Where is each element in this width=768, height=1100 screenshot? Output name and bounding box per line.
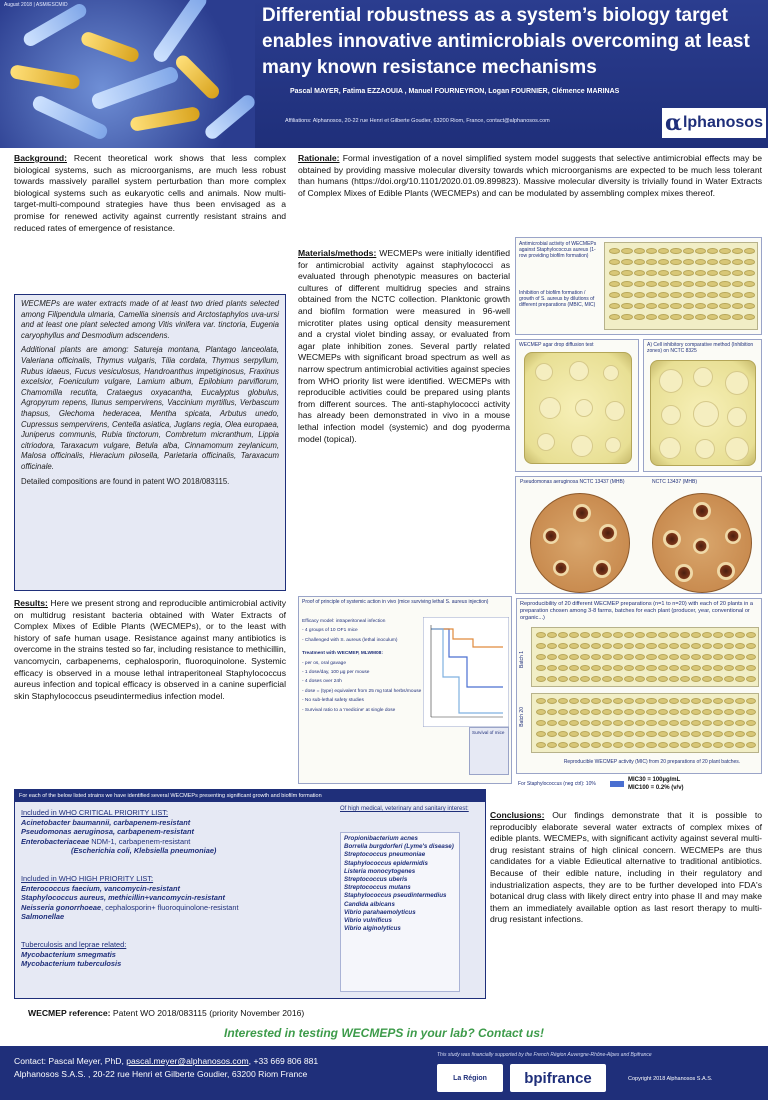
results-section xyxy=(14,598,286,702)
figure-biofilm-caption-2: Inhibition of biofilm formation / growth of S. aureus by dilutions of different preparations (MBIC, MIC) xyxy=(519,290,596,308)
reference-label: WECMEP reference: xyxy=(28,1008,111,1018)
agar-plate xyxy=(524,352,632,464)
bpifrance-logo: bpifrance xyxy=(510,1064,606,1092)
rationale-heading: Rationale: xyxy=(298,153,340,163)
contact-call-to-action: Interested in testing WECMEPS in your lab? Contact us! xyxy=(223,1026,545,1040)
mic-footer-note: For Staphylococcus (neg ctrl): 10% xyxy=(518,781,596,787)
figure-in-vivo-caption: Proof of principle of systemic action in vivo (mice surviving lethal S. aureus injection) xyxy=(302,599,489,605)
high-priority-title: Included in WHO HIGH PRIORITY LIST: xyxy=(21,874,154,883)
figure-pseudomonas-caption-right: NCTC 13437 (MHB) xyxy=(652,479,698,485)
in-vivo-protocol: Efficacy model: intraperitoneal infection - 4 groups of 10 OF1 mice - Challenged with S. aureus (lethal inoculum) Treatment with WECMEP, MLWM08: - per os, oral gavage - 1 dose/day, 100 µg per mouse - 4 doses over 24h - dose = (type) equivalent from 25 mg total herbs/mouse - No sub-lethal safety studies - Survival ratio to a 'medicine' at single dose xyxy=(302,619,422,713)
figure-pseudomonas-dishes xyxy=(515,476,762,594)
reproducibility-plate-1 xyxy=(531,627,759,687)
rationale-section xyxy=(298,153,762,199)
results-text: Here we present strong and reproducible antimicrobial activity on multidrug resistant bacteria obtained with Water Extracts of Complex Mixes of Edible Plants (WECMEPs), or to the least with history of safe human usage. Resistance against many antibiotics is overcome in the strains tested so far, including resistance to methicillin, vancomycin, carbapenems, cephalosporin, fluoroquinolone. Systemic efficacy is observed in a mouse lethal intraperitoneal Staphylococcus aureus infection and topical efficacy is observed in a canine superficial skin Staphylococcus pseudintermedius infection model. xyxy=(14,598,286,701)
inhibition-plate xyxy=(650,360,756,466)
figure-reproducibility-caption: Reproducibility of 20 different WECMEP preparations (n=1 to n=20) with each of 20 plants in a preparation chosen among 3-8 farms, batches for each plant (producer, year, conventional or organic...) xyxy=(520,601,753,621)
logo-text: lphanosos xyxy=(682,114,763,131)
figure-inhibition-zones xyxy=(643,339,762,472)
figure-in-vivo xyxy=(298,596,512,784)
reference-text: Patent WO 2018/083115 (priority November 2016) xyxy=(110,1008,305,1018)
critical-priority-title: Included in WHO CRITICAL PRIORITY LIST: xyxy=(21,808,169,817)
strain-box-header: For each of the below listed strains we have identified several WECMEPs presenting significant growth and biofilm formation xyxy=(15,790,485,802)
conclusions-heading: Conclusions: xyxy=(490,810,545,820)
other-strains-list: Propionibacterium acnes Borrelia burgdorferi (Lyme's disease) Streptococcus pneumoniae Staphylococcus epidermidis Listeria monocytogenes Streptococcus uberis Streptococcus mutans Staphylococcus pseudintermedius Candida albicans Vibrio parahaemolyticus Vibrio vulnificus Vibrio alginolyticus xyxy=(340,832,460,992)
strain-list-box xyxy=(14,789,486,999)
methods-section xyxy=(298,248,510,445)
wecmep-composition-box xyxy=(14,294,286,591)
petri-dish-right xyxy=(652,493,752,593)
author-list: Pascal MAYER, Fatima EZZAOUIA , Manuel FOURNEYRON, Logan FOURNIER, Clémence MARINAS xyxy=(290,88,620,95)
poster-title: Differential robustness as a system’s biology target enables innovative antimicrobials overcoming at least many known resistance mechanisms xyxy=(262,5,750,78)
mic100-value: MIC100 = 0.2% (v/v) xyxy=(628,785,684,791)
mic-arrow xyxy=(610,781,624,787)
copyright: Copyright 2018 Alphanosos S.A.S. xyxy=(628,1076,713,1082)
figure-biofilm-plate xyxy=(515,237,762,335)
survival-legend: Survival of mice xyxy=(469,727,509,775)
methods-heading: Materials/methods: xyxy=(298,248,377,258)
figure-inhibition-caption: A) Cell inhibitory comparative method (Inhibition zones) on NCTC 8325 xyxy=(647,342,754,354)
poster-footer xyxy=(0,1046,768,1100)
tb-title: Tuberculosis and leprae related: xyxy=(21,940,127,949)
background-heading: Background: xyxy=(14,153,67,163)
conclusions-text: Our findings demonstrate that it is possible to reproducibly elaborate several water extracts of complex mixes of edible plants. WECMEPs, with significant activity against several multi-drug resistant strains of high clinical concern. WECMEPs are thus candidates for a viable Edieutical alternative to traditional antibiotics. Because of their edible nature, including in their regulatory and industrialization aspects, they are to be further developed into FDA's botanical drug class with likely direct entry into phase II and may make them an immediately available option as last resort therapy to multi-drug resistant infections. xyxy=(490,810,762,925)
rationale-text: Formal investigation of a novel simplified system model suggests that selective antimicrobial effects may be obtained by providing massive molecular diversity towards which microorganisms are expected to be much less tolerant than humans (https://doi.org/10.1101/2020.01.09.899823). Massive molecular diversity is trivially found in Water Extracts of Complex Mixes of Edible Plants (WECMEPs) and can be modulated by assembling complex mixes thereof. xyxy=(298,153,762,198)
figure-pseudomonas-caption: Pseudomonas aeruginosa NCTC 13437 (MHB) xyxy=(520,479,625,485)
background-section xyxy=(14,153,286,234)
region-logo: La Région xyxy=(437,1064,503,1092)
figure-reproducibility xyxy=(516,598,762,774)
logo-alpha: α xyxy=(665,110,682,136)
conclusions-section xyxy=(490,810,762,926)
tb-list: Tuberculosis and leprae related: Mycobacterium smegmatis Mycobacterium tuberculosis xyxy=(21,940,331,969)
wecmep-definition: WECMEPs are water extracts made of at least two dried plants selected among Filipendula ulmaria, Camellia sinensis and Arctostaphylos uva-ursi and at least one plant selected among Vitis vinifera var. tinctoria, Eugenia caryophyllus and Desmodium adscendens. xyxy=(21,299,279,340)
results-heading: Results: xyxy=(14,598,48,608)
background-text: Recent theoretical work shows that less complex biological systems, such as microorganisms, are much less robust towards massively parallel system perturbation than more complex biological systems such as eukaryotic cells and animals. Now multi-target-multi-compound strategies have thus been envisaged as a promise for renewed activity against currently resistant strains and reduced rates of emergence of resistance. xyxy=(14,153,286,233)
other-strains-title: Of high medical, veterinary and sanitary interest: xyxy=(340,806,469,812)
petri-dish-left xyxy=(530,493,630,593)
survival-curve xyxy=(423,617,509,727)
figure-agar-drop-caption: WECMEP agar drop diffusion test xyxy=(519,342,594,348)
critical-priority-list: Included in WHO CRITICAL PRIORITY LIST: Acinetobacter baumannii, carbapenem-resistant Pseudomonas aeruginosa, carbapenem-resistant Enterobacteriaceae NDM-1, carbapenem-resistant (Escherichia coli, Klebsiella pneumoniae) xyxy=(21,808,331,856)
composition-patent-note: Detailed compositions are found in patent WO 2018/083115. xyxy=(21,476,230,486)
reproducibility-plate-20 xyxy=(531,693,759,753)
batch-label-20: Batch 20 xyxy=(519,707,525,727)
batch-label-1: Batch 1 xyxy=(519,651,525,668)
poster-header xyxy=(0,0,768,148)
wecmep-reference xyxy=(28,1008,304,1018)
high-priority-list: Included in WHO HIGH PRIORITY LIST: Enterococcus faecium, vancomycin-resistant Staphylococcus aureus, methicillin+vancomycin-resistant Neisseria gonorrhoeae, cephalosporin+ fluoroquinolone-resistant Salmonellae xyxy=(21,874,331,922)
header-pill-image xyxy=(0,0,255,148)
contact-email-link[interactable]: pascal.meyer@alphanosos.com xyxy=(126,1056,249,1066)
affiliation: Affiliations: Alphanosos, 20-22 rue Henri et Gilberte Goudier, 63200 Riom, France, contact@alphanosos.com xyxy=(285,118,550,124)
contact-info: Contact: Pascal Meyer, PhD, pascal.meyer@alphanosos.com, +33 669 806 881 Alphanosos S.A.S. , 20-22 rue Henri et Gilberte Goudier, 63200 Riom France xyxy=(14,1056,319,1079)
mic30-value: MIC30 = 100µg/mL xyxy=(628,777,681,783)
meeting-tag: August 2018 | ASM/ESCMID xyxy=(4,2,68,8)
contact-phone: , +33 669 806 881 xyxy=(248,1056,319,1066)
microtiter-plate xyxy=(604,242,758,330)
methods-text: WECMEPs were initially identified for antimicrobial activity against staphylococci as evaluated through phenotypic measures on bacterial cultures of different multidrug species and strains obtained from the NCTC collection. Planktonic growth and biofilm formation were measured in 96-well microtiter plates using optical density measurement and a crystal violet binding assay, or evaluated from agar plate inhibition zones. Several partly related WECMEPs with significant broad spectrum as well as narrow spectrum antimicrobial activities against species from WHO priority list were identified. WECMEPs with reproducible activities could be prepared using plants from different sources. The anti-staphylococci activity has already been demonstrated in vivo in a mouse lethal infection model (systemic) and dog pyoderma model (topical). xyxy=(298,248,510,444)
alphanosos-logo xyxy=(662,108,766,138)
funding-note: This study was financially supported by the French Région Auvergne-Rhône-Alpes and Bpifrance xyxy=(437,1052,652,1058)
additional-plants: Additional plants are among: Satureja montana, Plantago lanceolata, Valeriana officinalis, Thymus vulgaris, Tilia cordata, Thymus serpyllum, Rubus idaeus, Fucus vesiculosus, Handroanthus impetiginosus, Fraxinus excelsior, Foeniculum vulgare, Lamium album, Epilobium parviflorum, Chamomilla recutita, Crataegus oxyacantha, Eucalyptus globulus, Agropyrum repens, Ilunus sempervirens, Vaccinium myrtillus, Verbascum thapsus, Glechoma hederacea, Mentha spicata, Arbutus unedo, Cupressus sempervirens, Centella asiatica, Juglans regia, Olea europaea, Juniperus communis, Rubia tinctorum, Combretum micranthum, Lippia citriodora, Taraxacum vulgare, Betula alba, Cinnamomum zeylanicum, Malosa officinalis, Hieracium pilosella, Parietaria officinalis, Taraxacum officinale. xyxy=(21,345,279,471)
figure-biofilm-caption: Antimicrobial activity of WECMEPs against Staphylococcus aureus (1-row providing biofilm formation) xyxy=(519,241,597,259)
mic-values xyxy=(628,776,684,792)
contact-address: Alphanosos S.A.S. , 20-22 rue Henri et Gilberte Goudier, 63200 Riom France xyxy=(14,1069,308,1079)
figure-agar-drop xyxy=(515,339,639,472)
reproducibility-note: Reproducible WECMEP activity (MIC) from 20 preparations of 20 plant batches. xyxy=(563,759,741,765)
